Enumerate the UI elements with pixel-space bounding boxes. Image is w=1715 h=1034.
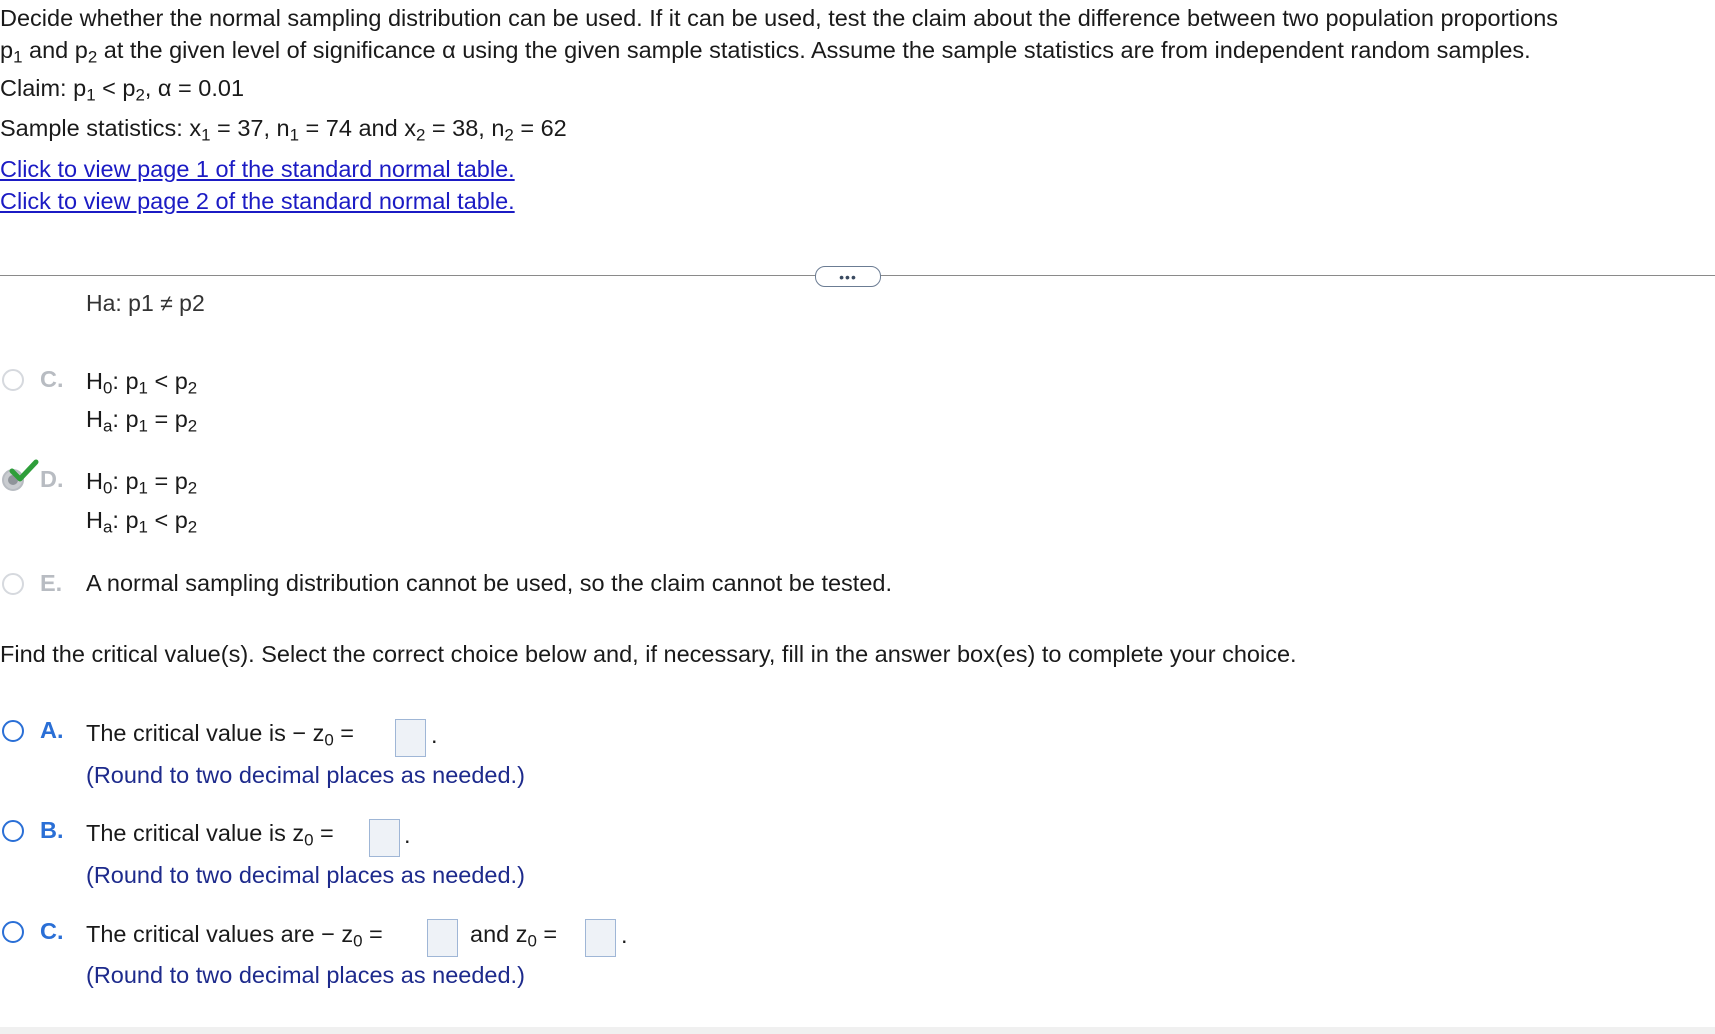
critical-option-b-hint: (Round to two decimal places as needed.) [86, 862, 525, 888]
hypothesis-option-c-ha: $H_a$: $p_1 = p_2$ [86, 406, 198, 436]
critical-option-b-letter: B. [40, 817, 64, 843]
bottom-bar [0, 1027, 1715, 1034]
critical-option-c-letter: C. [40, 918, 64, 944]
hypothesis-option-c-letter: C. [40, 366, 64, 392]
question-line-2: $p_1$ and $p_2$ at the given level of significance α using the given sample statistics. Assume the sample statistics are from independent random samples. [0, 37, 1531, 67]
critical-option-c-answer-box-2[interactable] [585, 919, 616, 957]
hypothesis-option-d-ha: $H_a$: $p_1 < p_2$ [86, 507, 198, 537]
critical-option-a-answer-box[interactable] [395, 719, 426, 757]
more-options-button[interactable]: ••• [815, 266, 881, 287]
critical-option-c-hint: (Round to two decimal places as needed.) [86, 962, 525, 988]
critical-option-a-hint: (Round to two decimal places as needed.) [86, 762, 525, 788]
critical-value-prompt: Find the critical value(s). Select the correct choice below and, if necessary, fill in the answer box(es) to complete your choice. [0, 641, 1297, 667]
normal-table-page-2-link[interactable]: Click to view page 2 of the standard normal table. [0, 188, 515, 214]
correct-check-icon [10, 459, 38, 483]
claim-line: Claim: $p_1 < p_2$, α = 0.01 [0, 75, 245, 105]
hypothesis-option-c-h0: $H_0$: $p_1 < p_2$ [86, 368, 198, 398]
sample-statistics-line: Sample statistics: $x_1 = 37$, $n_1 = 74$ and $x_2 = 38$, $n_2 = 62$ [0, 115, 567, 145]
critical-option-b-radio[interactable] [2, 820, 24, 842]
hypothesis-option-c-radio[interactable] [2, 369, 24, 391]
critical-option-c-text: The critical values are − $z_0$ = [86, 921, 383, 951]
critical-option-b-period: . [404, 822, 411, 848]
critical-option-b-text: The critical value is $z_0$ = [86, 820, 334, 850]
hypothesis-option-e-letter: E. [40, 570, 63, 596]
partial-option-text: Ha: p1 ≠ p2 [86, 290, 205, 316]
hypothesis-option-e-radio[interactable] [2, 573, 24, 595]
critical-option-a-radio[interactable] [2, 720, 24, 742]
critical-option-c-answer-box-1[interactable] [427, 919, 458, 957]
hypothesis-option-e-text: A normal sampling distribution cannot be used, so the claim cannot be tested. [86, 570, 892, 596]
normal-table-page-1-link[interactable]: Click to view page 1 of the standard normal table. [0, 156, 515, 182]
critical-option-c-radio[interactable] [2, 921, 24, 943]
critical-option-a-text: The critical value is − $z_0$ = [86, 720, 355, 750]
critical-option-b-answer-box[interactable] [369, 819, 400, 857]
critical-option-a-letter: A. [40, 717, 64, 743]
hypothesis-option-d-h0: $H_0$: $p_1 = p_2$ [86, 468, 198, 498]
question-line-1: Decide whether the normal sampling distribution can be used. If it can be used, test the claim about the difference between two population proportions [0, 5, 1559, 31]
hypothesis-option-d-letter: D. [40, 466, 64, 492]
critical-option-a-period: . [431, 722, 438, 748]
critical-option-c-period: . [621, 922, 628, 948]
critical-option-c-and-text: and $z_0$ = [470, 921, 558, 951]
